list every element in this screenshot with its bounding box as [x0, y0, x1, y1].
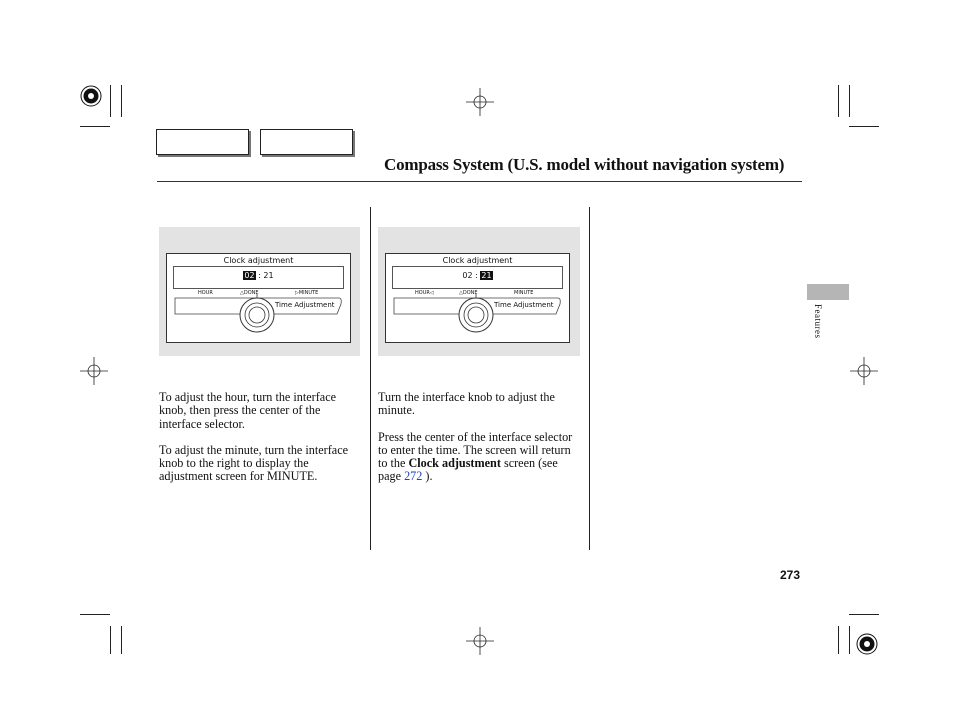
knob-label: Time Adjustment: [275, 301, 335, 309]
done-label: DONE: [462, 290, 478, 296]
nav-box-index[interactable]: [260, 129, 353, 155]
time-value: [174, 271, 343, 280]
right-column-text: [378, 391, 583, 497]
crosshair-icon: [466, 627, 494, 655]
title-rule: [157, 181, 802, 182]
hour-label: HOUR: [198, 290, 213, 296]
page-title: Compass System (U.S. model without navigation system): [384, 155, 785, 174]
text-span: screen (see page: [378, 456, 558, 484]
minute-value: 21: [481, 271, 492, 280]
registration-target-icon: [79, 84, 103, 108]
column-divider: [370, 207, 371, 550]
minute-value: 21: [263, 271, 274, 280]
crosshair-icon: [466, 88, 494, 116]
figure-panel-minute: [378, 227, 580, 356]
bold-term: Clock adjustment: [408, 456, 501, 471]
minute-label: MINUTE: [514, 290, 534, 296]
done-label-wrap: △DONE: [459, 290, 478, 296]
time-separator: :: [475, 271, 478, 280]
knob-label: Time Adjustment: [494, 301, 554, 309]
paragraph: Turn the interface knob to adjust the minute.: [378, 390, 555, 418]
display-screen: [166, 253, 351, 343]
paragraph: To adjust the hour, turn the interface knob, then press the center of the interface selector.: [159, 390, 337, 431]
crosshair-icon: [850, 357, 878, 385]
nav-box-contents[interactable]: [156, 129, 249, 155]
page-number: 273: [779, 568, 800, 582]
minute-label-wrap: ▷MINUTE: [295, 290, 319, 296]
left-column-text: [159, 391, 364, 497]
display-screen: [385, 253, 570, 343]
page-link[interactable]: 272: [404, 469, 423, 484]
crosshair-icon: [80, 357, 108, 385]
text-span: Press the center of the interface selector to enter the time. The screen will return to the: [378, 429, 573, 471]
paragraph: [378, 431, 583, 484]
hour-value: 02: [244, 271, 255, 280]
column-divider: [589, 207, 590, 550]
paragraph: To adjust the minute, turn the interface knob to the right to display the adjustment screen for MINUTE.: [159, 442, 349, 484]
section-tab[interactable]: [807, 284, 849, 300]
figure-panel-hour: [159, 227, 360, 356]
registration-target-icon: [855, 632, 879, 656]
time-box: [392, 266, 563, 289]
done-label: DONE: [243, 290, 259, 296]
section-label: Features: [813, 304, 823, 339]
hour-label: HOUR: [415, 290, 430, 296]
hour-label-wrap: HOUR◁: [415, 290, 434, 296]
hour-value: 02: [462, 271, 473, 280]
time-box: [173, 266, 344, 289]
screen-title: Clock adjustment: [223, 256, 294, 265]
time-value: [393, 271, 562, 280]
time-separator: :: [258, 271, 261, 280]
text-span: ).: [422, 469, 433, 484]
minute-label: MINUTE: [298, 290, 319, 296]
screen-title: Clock adjustment: [442, 256, 513, 265]
done-label-wrap: △DONE: [240, 290, 259, 296]
